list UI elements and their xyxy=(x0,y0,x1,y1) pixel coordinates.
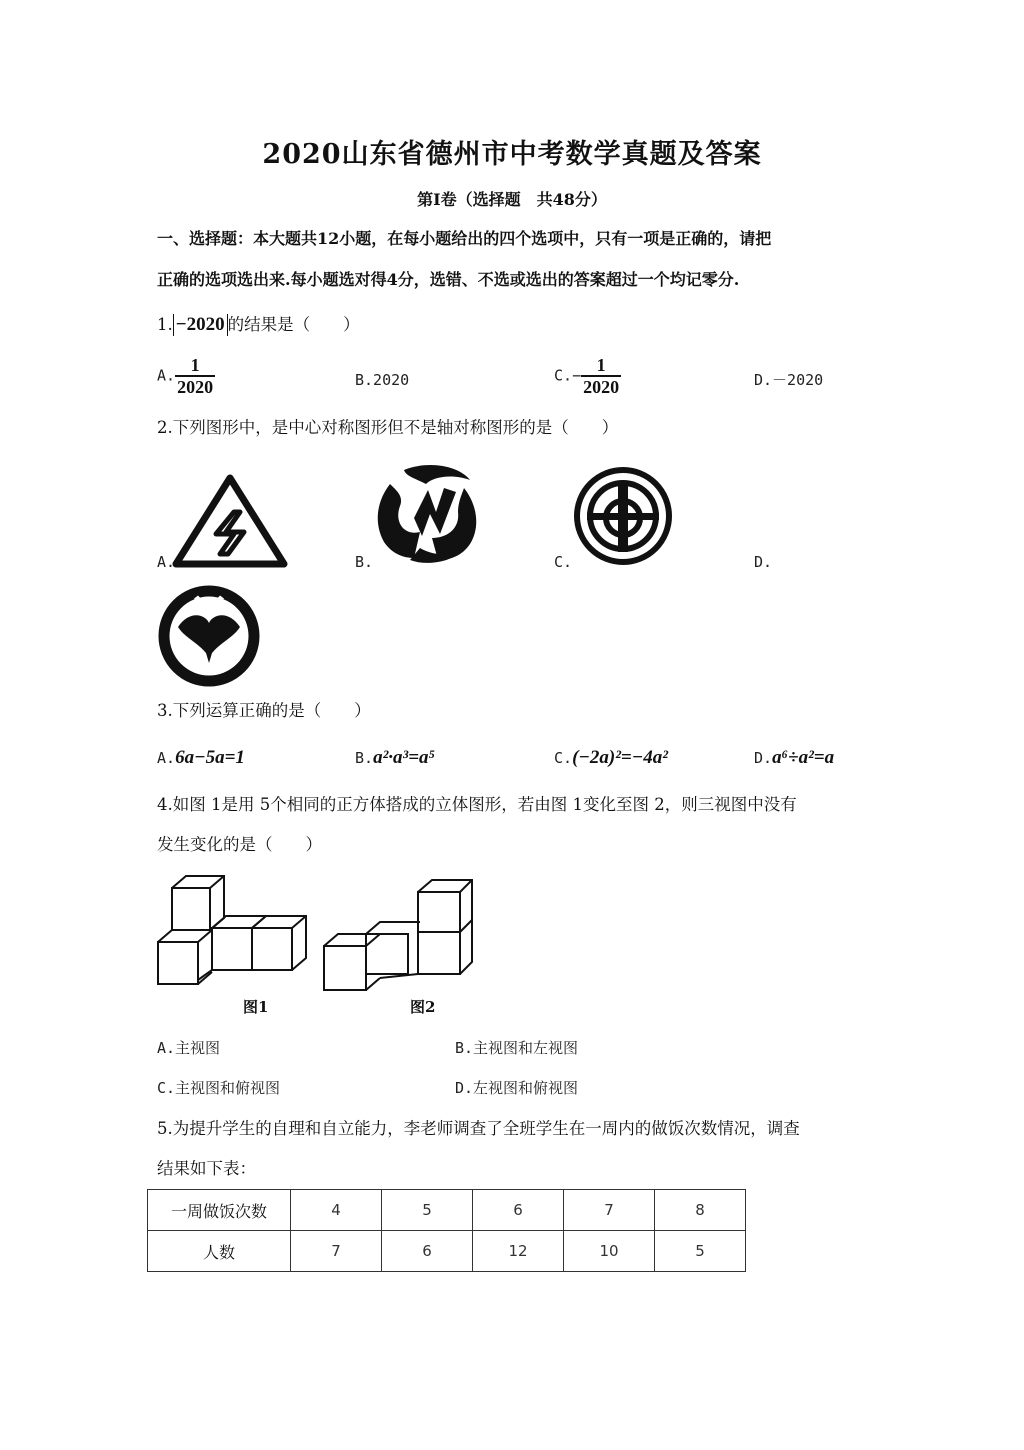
q1-option-d: D.－2020 xyxy=(754,371,824,389)
q1-option-a-label: A. xyxy=(157,366,176,385)
figure-1-caption: 图1 xyxy=(243,998,269,1016)
question-2: 2.下列图形中，是中心对称图形但不是轴对称图形的是（ ） xyxy=(157,418,619,437)
fraction-numerator: 1 xyxy=(190,355,200,375)
q1-option-c xyxy=(554,355,621,397)
section-subtitle: 第Ⅰ卷（选择题 共48分） xyxy=(417,190,607,209)
table-cell: 8 xyxy=(655,1190,746,1231)
q3-option-c-label: C. xyxy=(554,749,573,767)
q3-option-a-expression: 6a−5a=1 xyxy=(175,747,245,768)
q3-option-d-expression: a⁶÷a²=a xyxy=(772,747,835,768)
q4-option-a: A.主视图 xyxy=(157,1039,221,1057)
q3-option-c-expression: (−2a)²=−4a² xyxy=(572,747,668,768)
q3-option-b xyxy=(355,748,435,768)
q4-option-c: C.主视图和俯视图 xyxy=(157,1079,281,1097)
page-title: 2020山东省德州市中考数学真题及答案 xyxy=(262,139,762,170)
q1-option-a xyxy=(157,355,215,397)
question-1-number: 1. xyxy=(157,315,173,334)
table-cell: 12 xyxy=(473,1231,564,1272)
table-cell: 7 xyxy=(291,1231,382,1272)
q2-option-b: B. xyxy=(355,553,374,571)
heart-circle-symbol xyxy=(156,585,262,687)
table-cell: 10 xyxy=(564,1231,655,1272)
question-1 xyxy=(157,314,360,336)
survey-table xyxy=(147,1189,746,1272)
question-3: 3.下列运算正确的是（ ） xyxy=(157,701,371,720)
table-cell: 5 xyxy=(382,1190,473,1231)
table-cell: 4 xyxy=(291,1190,382,1231)
absolute-value-expression: −2020 xyxy=(173,314,228,336)
q3-option-d xyxy=(754,748,834,768)
fraction-denominator: 2020 xyxy=(177,377,214,397)
cube-figure-1 xyxy=(150,870,315,1020)
q3-option-d-label: D. xyxy=(754,749,773,767)
table-cell: 7 xyxy=(564,1190,655,1231)
q3-option-b-expression: a²·a³=a⁵ xyxy=(373,747,436,768)
q2-option-c: C. xyxy=(554,553,573,571)
question-1-text: 的结果是（ ） xyxy=(227,315,360,334)
minus-sign: − xyxy=(572,366,582,385)
swirl-symbol xyxy=(374,462,480,562)
figure-2-caption: 图2 xyxy=(410,998,436,1016)
warning-triangle-symbol xyxy=(172,472,288,568)
q3-option-a-label: A. xyxy=(157,749,176,767)
table-row-header: 一周做饭次数 xyxy=(148,1190,291,1231)
cube-figure-2 xyxy=(318,872,478,1022)
table-cell: 5 xyxy=(655,1231,746,1272)
q3-option-b-label: B. xyxy=(355,749,374,767)
fraction xyxy=(175,355,215,397)
q1-option-c-label: C. xyxy=(554,366,573,385)
question-4-line-2: 发生变化的是（ ） xyxy=(157,835,322,854)
q3-option-a xyxy=(157,748,245,768)
table-cell: 6 xyxy=(382,1231,473,1272)
q2-option-a: A. xyxy=(157,553,176,571)
q1-option-b: B.2020 xyxy=(355,371,410,389)
fraction-numerator: 1 xyxy=(596,355,606,375)
table-row-header: 人数 xyxy=(148,1231,291,1272)
instructions-line-1: 一、选择题：本大题共12小题，在每小题给出的四个选项中，只有一项是正确的，请把 xyxy=(157,229,772,248)
question-4-line-1: 4.如图 1是用 5个相同的正方体搭成的立体图形，若由图 1变化至图 2，则三视图中没有 xyxy=(157,795,797,814)
table-row xyxy=(148,1231,746,1272)
double-circle-symbol xyxy=(573,466,673,566)
q2-option-d: D. xyxy=(754,553,773,571)
question-5-line-2: 结果如下表： xyxy=(157,1159,256,1178)
q4-option-b: B.主视图和左视图 xyxy=(455,1039,579,1057)
fraction-denominator: 2020 xyxy=(583,377,620,397)
q3-option-c xyxy=(554,748,668,768)
fraction xyxy=(581,355,621,397)
table-row xyxy=(148,1190,746,1231)
table-cell: 6 xyxy=(473,1190,564,1231)
question-5-line-1: 5.为提升学生的自理和自立能力，李老师调查了全班学生在一周内的做饭次数情况，调查 xyxy=(157,1119,800,1138)
instructions-line-2: 正确的选项选出来.每小题选对得4分，选错、不选或选出的答案超过一个均记零分. xyxy=(157,270,740,289)
q4-option-d: D.左视图和俯视图 xyxy=(455,1079,579,1097)
